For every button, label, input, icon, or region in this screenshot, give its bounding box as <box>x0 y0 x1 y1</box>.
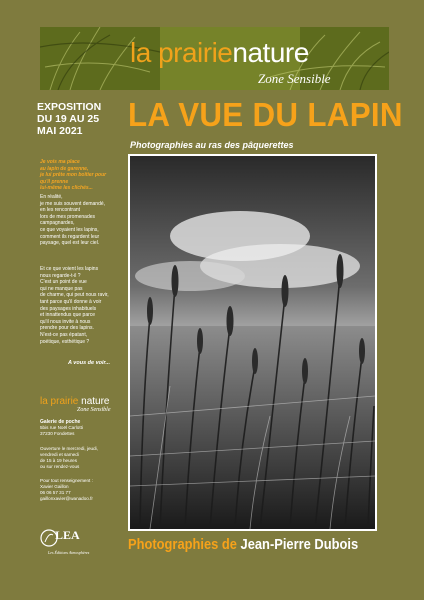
description-paragraph-1 <box>40 194 130 247</box>
paragraph-line: En réalité, <box>40 194 63 200</box>
paragraph-line: des paysages inhabituels <box>40 305 97 312</box>
venue-address-line: 5bis rue Noël Carlotti <box>40 425 83 430</box>
small-logo-subtitle: Zone Sensible <box>77 407 111 413</box>
hours-line: ou sur rendez-vous <box>40 464 80 469</box>
paragraph-line: tant parce qu'il donne à voir <box>40 298 102 305</box>
closing-line: A vous de voir... <box>68 360 110 366</box>
paragraph-line: de charme, qui peut nous ravir, <box>40 292 109 299</box>
expo-line-3: MAI 2021 <box>37 125 83 137</box>
hours-line: de 15 à 19 heures <box>40 458 78 463</box>
credit-author: Jean-Pierre Dubois <box>240 536 359 553</box>
main-subtitle: Photographies au ras des pâquerettes <box>130 140 294 150</box>
main-title: LA VUE DU LAPIN <box>128 96 403 133</box>
contact-phone: 06 06 57 31 77 <box>40 490 71 495</box>
intro-quote <box>40 159 128 192</box>
photographer-credit <box>128 536 358 554</box>
paragraph-line: poétique, esthétique ? <box>40 338 90 345</box>
paragraph-line: paysage, quel est leur ciel. <box>40 240 100 247</box>
expo-line-2: DU 19 AU 25 <box>37 113 100 125</box>
paragraph-line: campagnardes, <box>40 220 75 227</box>
paragraph-line: C'est un point de vue <box>40 279 87 286</box>
paragraph-line: qu'il nous invite à nous <box>40 318 91 325</box>
paragraph-line: je me suis souvent demandé, <box>40 200 106 207</box>
opening-hours <box>40 446 130 470</box>
paragraph-line: comment ils regardent leur <box>40 233 100 240</box>
paragraph-line: N'est-ce pas épatant, <box>40 331 88 338</box>
banner-title-part2: nature <box>232 37 309 68</box>
paragraph-line: et innattendus que parce <box>40 312 96 319</box>
exposition-dates <box>37 101 127 137</box>
publisher-name: Les Éditions Atmosphères <box>48 550 90 555</box>
expo-line-1: EXPOSITION <box>37 101 102 113</box>
venue-address-line: 37230 Fondettes <box>40 431 75 436</box>
publisher-logo-text: LEA <box>55 528 80 542</box>
paragraph-line: en les rencontrant <box>40 207 81 214</box>
quote-line: au lapin de garenne, <box>40 165 89 172</box>
hours-line: Ouverture le mercredi, jeudi, <box>40 446 98 451</box>
paragraph-line: qui ne manque pas <box>40 285 83 292</box>
contact-heading: Pour tout renseignement : <box>40 478 93 483</box>
paragraph-line: Et ce que voient les lapins <box>40 266 99 272</box>
hours-line: vendredi et samedi <box>40 452 79 457</box>
banner-title-part1: la prairie <box>130 37 233 68</box>
venue-name: Galerie de poche <box>40 419 81 425</box>
quote-line: qu'il prenne <box>40 178 69 185</box>
small-logo-part1: la prairie <box>40 396 79 407</box>
paragraph-line: ce que voyaient les lapins, <box>40 226 99 233</box>
paragraph-line: nous regarde-t-il ? <box>40 272 81 279</box>
paragraph-line: lors de mes promenades <box>40 213 96 220</box>
header-banner <box>40 27 389 90</box>
banner-logo-title <box>130 37 309 69</box>
venue-info <box>40 419 130 437</box>
contact-info <box>40 478 130 502</box>
paragraph-line: prendre pour des lapins. <box>40 325 94 332</box>
wheat-field-photo <box>130 156 375 529</box>
quote-line: Je vois ma place <box>40 159 80 165</box>
quote-line: lui-même les clichés... <box>40 185 93 191</box>
description-paragraph-2 <box>40 266 130 345</box>
credit-prefix: Photographies de <box>128 536 241 553</box>
contact-name: Xavier Gaillon <box>40 484 69 489</box>
quote-line: je lui prête mon boîtier pour <box>40 172 107 178</box>
contact-email[interactable]: gaillonxavier@wanadoo.fr <box>40 496 93 501</box>
banner-subtitle: Zone Sensible <box>258 71 331 86</box>
small-logo-part2: nature <box>81 396 110 407</box>
